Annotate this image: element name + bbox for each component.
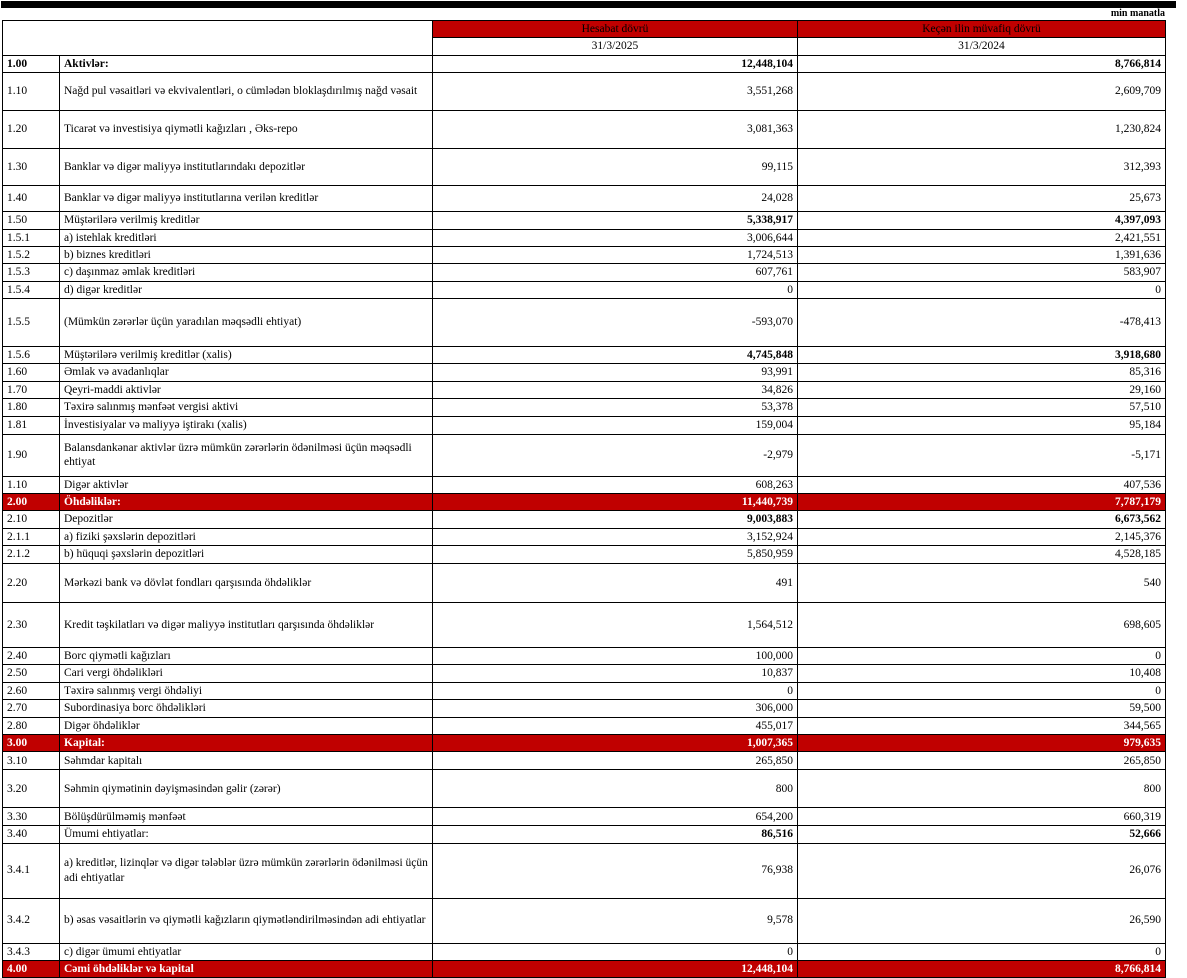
row-code: 4.00: [3, 961, 60, 978]
table-row: [3, 186, 1166, 212]
row-code: 2.30: [3, 603, 60, 648]
row-value-current: 0: [433, 281, 798, 298]
row-value-prior: 4,528,185: [798, 546, 1166, 564]
row-value-current: 0: [433, 682, 798, 699]
row-value-current: 5,338,917: [433, 212, 798, 229]
row-value-current: 86,516: [433, 826, 798, 843]
row-value-prior: 10,408: [798, 665, 1166, 682]
row-value-prior: 8,766,814: [798, 961, 1166, 978]
row-value-current: 24,028: [433, 186, 798, 212]
row-value-prior: 407,536: [798, 476, 1166, 493]
table-row: [3, 734, 1166, 751]
row-value-prior: 2,421,551: [798, 229, 1166, 246]
table-row: [3, 898, 1166, 943]
row-value-prior: 1,391,636: [798, 246, 1166, 263]
row-value-prior: 25,673: [798, 186, 1166, 212]
row-value-current: 306,000: [433, 700, 798, 717]
row-value-current: 11,440,739: [433, 493, 798, 510]
table-row: [3, 546, 1166, 564]
row-label: Təxirə salınmış vergi öhdəliyi: [60, 682, 433, 699]
row-label: Cəmi öhdəliklər və kapital: [60, 961, 433, 978]
row-code: 1.5.6: [3, 347, 60, 364]
row-value-current: 3,081,363: [433, 111, 798, 149]
table-body: [3, 55, 1166, 978]
table-row: [3, 399, 1166, 416]
row-code: 1.5.4: [3, 281, 60, 298]
row-value-current: 3,551,268: [433, 73, 798, 111]
row-value-current: 12,448,104: [433, 961, 798, 978]
table-row: [3, 826, 1166, 843]
header-prior-date: 31/3/2024: [798, 38, 1166, 55]
row-value-prior: -5,171: [798, 434, 1166, 476]
table-row: [3, 493, 1166, 510]
row-value-current: 99,115: [433, 149, 798, 186]
row-value-prior: 1,230,824: [798, 111, 1166, 149]
row-value-prior: 0: [798, 281, 1166, 298]
row-label: a) fiziki şəxslərin depozitləri: [60, 528, 433, 545]
row-value-current: 607,761: [433, 264, 798, 281]
row-value-current: 1,724,513: [433, 246, 798, 263]
table-row: [3, 717, 1166, 734]
row-code: 1.70: [3, 381, 60, 398]
row-code: 1.20: [3, 111, 60, 149]
row-label: b) əsas vəsaitlərin və qiymətli kağızların qiymətləndirilməsindən adi ehtiyatlar: [60, 898, 433, 943]
row-label: c) daşınmaz əmlak kreditləri: [60, 264, 433, 281]
row-code: 2.10: [3, 511, 60, 528]
table-row: [3, 381, 1166, 398]
row-value-prior: 312,393: [798, 149, 1166, 186]
row-value-current: 5,850,959: [433, 546, 798, 564]
row-value-prior: 979,635: [798, 734, 1166, 751]
table-row: [3, 961, 1166, 978]
row-value-current: -2,979: [433, 434, 798, 476]
row-code: 1.80: [3, 399, 60, 416]
row-value-prior: 698,605: [798, 603, 1166, 648]
row-label: Digər öhdəliklər: [60, 717, 433, 734]
row-code: 1.10: [3, 73, 60, 111]
row-label: Səhmdar kapitalı: [60, 752, 433, 770]
row-label: Müştərilərə verilmiş kreditlər (xalis): [60, 347, 433, 364]
row-code: 1.5.3: [3, 264, 60, 281]
row-value-current: 4,745,848: [433, 347, 798, 364]
row-value-prior: 265,850: [798, 752, 1166, 770]
row-label: Cari vergi öhdəlikləri: [60, 665, 433, 682]
row-label: Kredit təşkilatları və digər maliyyə institutları qarşısında öhdəliklər: [60, 603, 433, 648]
row-label: Depozitlər: [60, 511, 433, 528]
row-code: 2.70: [3, 700, 60, 717]
row-code: 2.50: [3, 665, 60, 682]
table-row: [3, 111, 1166, 149]
row-code: 1.30: [3, 149, 60, 186]
row-value-current: 76,938: [433, 843, 798, 898]
row-label: b) hüquqi şəxslərin depozitləri: [60, 546, 433, 564]
table-row: [3, 943, 1166, 960]
row-code: 3.4.3: [3, 943, 60, 960]
row-value-current: 608,263: [433, 476, 798, 493]
row-value-current: 53,378: [433, 399, 798, 416]
row-value-current: 1,007,365: [433, 734, 798, 751]
row-value-prior: 2,609,709: [798, 73, 1166, 111]
row-value-prior: 800: [798, 770, 1166, 808]
row-label: d) digər kreditlər: [60, 281, 433, 298]
table-row: [3, 281, 1166, 298]
row-label: Səhmin qiymətinin dəyişməsindən gəlir (zərər): [60, 770, 433, 808]
row-label: Nağd pul vəsaitləri və ekvivalentləri, o cümlədən bloklaşdırılmış nağd vəsait: [60, 73, 433, 111]
table-row: [3, 416, 1166, 434]
row-value-current: 0: [433, 943, 798, 960]
row-code: 1.40: [3, 186, 60, 212]
table-row: [3, 264, 1166, 281]
table-row: [3, 843, 1166, 898]
row-value-prior: 52,666: [798, 826, 1166, 843]
row-value-prior: 26,076: [798, 843, 1166, 898]
row-code: 1.5.1: [3, 229, 60, 246]
row-code: 1.5.5: [3, 299, 60, 347]
row-label: c) digər ümumi ehtiyatlar: [60, 943, 433, 960]
table-row: [3, 808, 1166, 826]
row-value-current: 12,448,104: [433, 55, 798, 72]
table-row: [3, 682, 1166, 699]
unit-label: min manatla: [1110, 8, 1165, 19]
row-value-prior: 59,500: [798, 700, 1166, 717]
balance-sheet-table: [2, 20, 1166, 978]
row-value-current: 9,003,883: [433, 511, 798, 528]
row-label: Mərkəzi bank və dövlət fondları qarşısında öhdəliklər: [60, 564, 433, 603]
row-value-prior: 26,590: [798, 898, 1166, 943]
row-value-prior: 8,766,814: [798, 55, 1166, 72]
row-label: Aktivlər:: [60, 55, 433, 72]
row-label: Kapital:: [60, 734, 433, 751]
row-code: 1.60: [3, 364, 60, 381]
row-code: 2.00: [3, 493, 60, 510]
row-value-prior: 3,918,680: [798, 347, 1166, 364]
table-row: [3, 299, 1166, 347]
row-label: Bölüşdürülməmiş mənfəət: [60, 808, 433, 826]
table-row: [3, 700, 1166, 717]
row-value-prior: 660,319: [798, 808, 1166, 826]
row-code: 3.40: [3, 826, 60, 843]
row-label: Balansdankənar aktivlər üzrə mümkün zərərlərin ödənilməsi üçün məqsədli ehtiyat: [60, 434, 433, 476]
row-code: 1.90: [3, 434, 60, 476]
row-value-current: 1,564,512: [433, 603, 798, 648]
row-value-prior: 95,184: [798, 416, 1166, 434]
table-row: [3, 364, 1166, 381]
row-value-prior: 57,510: [798, 399, 1166, 416]
row-code: 2.60: [3, 682, 60, 699]
row-value-current: 159,004: [433, 416, 798, 434]
row-label: a) kreditlər, lizinqlər və digər tələblər üzrə mümkün zərərlərin ödənilməsi üçün adi ehtiyatlar: [60, 843, 433, 898]
row-value-prior: 2,145,376: [798, 528, 1166, 545]
top-divider-bar: [1, 1, 1176, 8]
row-code: 2.1.2: [3, 546, 60, 564]
row-value-prior: 29,160: [798, 381, 1166, 398]
row-label: Əmlak və avadanlıqlar: [60, 364, 433, 381]
table-row: [3, 55, 1166, 72]
row-code: 1.81: [3, 416, 60, 434]
row-label: Müştərilərə verilmiş kreditlər: [60, 212, 433, 229]
header-current-period: Hesabat dövrü: [433, 21, 798, 38]
table-row: [3, 434, 1166, 476]
row-value-current: 3,006,644: [433, 229, 798, 246]
table-row: [3, 528, 1166, 545]
row-value-current: 800: [433, 770, 798, 808]
row-label: İnvestisiyalar və maliyyə iştirakı (xalis): [60, 416, 433, 434]
table-row: [3, 347, 1166, 364]
row-code: 2.40: [3, 648, 60, 665]
row-value-prior: 0: [798, 943, 1166, 960]
table-row: [3, 149, 1166, 186]
row-value-current: 455,017: [433, 717, 798, 734]
row-code: 2.1.1: [3, 528, 60, 545]
row-value-current: 93,991: [433, 364, 798, 381]
row-value-prior: 0: [798, 648, 1166, 665]
row-label: Banklar və digər maliyyə institutlarındakı depozitlər: [60, 149, 433, 186]
row-value-current: 10,837: [433, 665, 798, 682]
row-value-current: 654,200: [433, 808, 798, 826]
row-value-current: 9,578: [433, 898, 798, 943]
row-value-prior: 344,565: [798, 717, 1166, 734]
row-label: a) istehlak kreditləri: [60, 229, 433, 246]
table-row: [3, 246, 1166, 263]
row-code: 1.10: [3, 476, 60, 493]
row-value-current: 3,152,924: [433, 528, 798, 545]
row-code: 1.5.2: [3, 246, 60, 263]
row-code: 3.20: [3, 770, 60, 808]
row-value-prior: 85,316: [798, 364, 1166, 381]
row-value-current: 491: [433, 564, 798, 603]
row-label: Təxirə salınmış mənfəət vergisi aktivi: [60, 399, 433, 416]
row-value-prior: 7,787,179: [798, 493, 1166, 510]
row-label: Öhdəliklər:: [60, 493, 433, 510]
row-value-prior: 4,397,093: [798, 212, 1166, 229]
row-value-prior: 540: [798, 564, 1166, 603]
table-row: [3, 212, 1166, 229]
row-label: Ticarət və investisiya qiymətli kağızları , Əks-repo: [60, 111, 433, 149]
table-row: [3, 752, 1166, 770]
table-header: [3, 21, 1166, 56]
row-value-current: 265,850: [433, 752, 798, 770]
row-code: 3.10: [3, 752, 60, 770]
header-current-date: 31/3/2025: [433, 38, 798, 55]
row-code: 3.4.1: [3, 843, 60, 898]
row-value-prior: 0: [798, 682, 1166, 699]
row-value-prior: -478,413: [798, 299, 1166, 347]
row-label: Ümumi ehtiyatlar:: [60, 826, 433, 843]
table-row: [3, 603, 1166, 648]
row-label: b) biznes kreditləri: [60, 246, 433, 263]
row-code: 3.4.2: [3, 898, 60, 943]
row-code: 2.80: [3, 717, 60, 734]
row-code: 1.00: [3, 55, 60, 72]
table-row: [3, 648, 1166, 665]
row-value-current: 34,826: [433, 381, 798, 398]
header-prior-period: Keçən ilin müvafiq dövrü: [798, 21, 1166, 38]
row-label: Digər aktivlər: [60, 476, 433, 493]
table-row: [3, 665, 1166, 682]
row-label: Subordinasiya borc öhdəlikləri: [60, 700, 433, 717]
row-label: Qeyri-maddi aktivlər: [60, 381, 433, 398]
row-code: 3.00: [3, 734, 60, 751]
row-code: 1.50: [3, 212, 60, 229]
row-label: Banklar və digər maliyyə institutlarına verilən kreditlər: [60, 186, 433, 212]
table-row: [3, 229, 1166, 246]
balance-sheet-page: [0, 1, 1187, 978]
row-value-current: -593,070: [433, 299, 798, 347]
row-value-current: 100,000: [433, 648, 798, 665]
table-row: [3, 511, 1166, 528]
row-value-prior: 583,907: [798, 264, 1166, 281]
table-row: [3, 476, 1166, 493]
table-row: [3, 564, 1166, 603]
table-row: [3, 73, 1166, 111]
row-label: (Mümkün zərərlər üçün yaradılan məqsədli ehtiyat): [60, 299, 433, 347]
row-code: 2.20: [3, 564, 60, 603]
row-label: Borc qiymətli kağızları: [60, 648, 433, 665]
row-value-prior: 6,673,562: [798, 511, 1166, 528]
row-code: 3.30: [3, 808, 60, 826]
header-empty-cell: [3, 21, 433, 56]
table-row: [3, 770, 1166, 808]
